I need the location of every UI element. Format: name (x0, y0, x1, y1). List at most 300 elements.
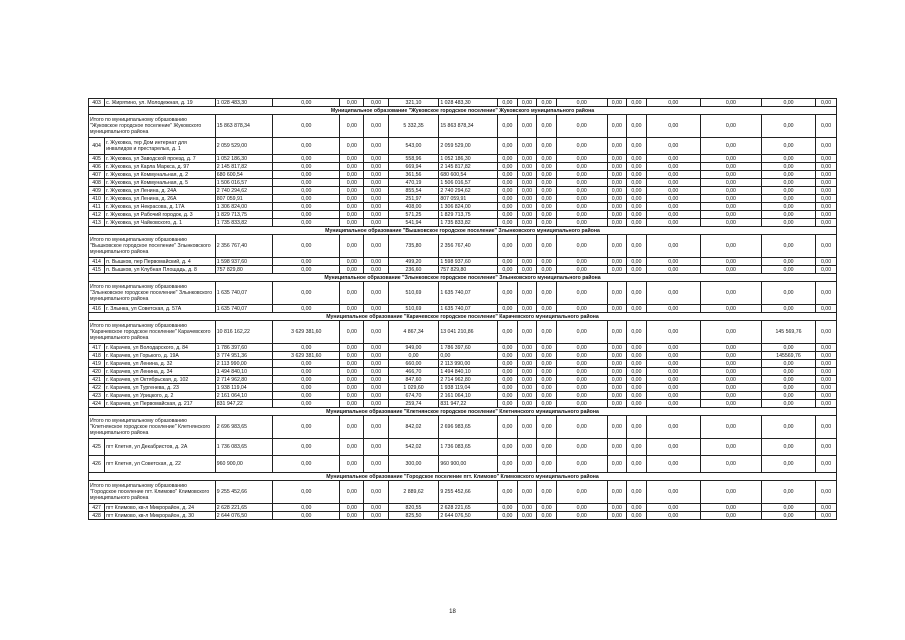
value-cell: 0,00 (340, 439, 364, 456)
section-header-row (89, 227, 837, 235)
value-cell: 0,00 (273, 392, 340, 400)
value-cell: 0,00 (607, 416, 627, 439)
value-cell: 0,00 (556, 504, 607, 512)
value-cell: 0,00 (340, 187, 364, 195)
value-cell: 1 635 740,07 (439, 305, 498, 313)
value-cell: 0,00 (700, 99, 761, 107)
row-number: 413 (89, 219, 105, 227)
value-cell: 0,00 (700, 376, 761, 384)
value-cell: 0,00 (556, 179, 607, 187)
building-address: г. Карачев, ул Горького, д. 19А (105, 352, 216, 360)
value-cell: 236,60 (388, 266, 439, 274)
value-cell: 0,00 (646, 203, 700, 211)
value-cell: 0,00 (607, 138, 627, 155)
building-address: г. Карачев, ул Тургенева, д. 23 (105, 384, 216, 392)
subtotal-row (89, 481, 837, 504)
value-cell: 0,00 (607, 258, 627, 266)
value-cell: 0,00 (340, 115, 364, 138)
value-cell: 0,00 (517, 352, 537, 360)
value-cell: 0,00 (273, 179, 340, 187)
building-address: п. Вышков, пер Первомайский, д. 4 (105, 258, 216, 266)
building-row (89, 195, 837, 203)
value-cell: 0,00 (556, 115, 607, 138)
value-cell: 0,00 (364, 138, 388, 155)
value-cell: 0,00 (498, 219, 518, 227)
value-cell: 0,00 (646, 344, 700, 352)
value-cell: 0,00 (517, 512, 537, 520)
value-cell: 0,00 (816, 416, 837, 439)
value-cell: 0,00 (627, 195, 647, 203)
value-cell: 0,00 (761, 203, 815, 211)
value-cell: 0,00 (816, 171, 837, 179)
value-cell: 0,00 (273, 481, 340, 504)
value-cell: 0,00 (556, 321, 607, 344)
value-cell: 1 598 937,60 (215, 258, 273, 266)
subtotal-label: Итого по муниципальному образованию "Городское поселение пгт. Климово" Климовского муниципального района (89, 481, 216, 504)
value-cell: 0,00 (816, 115, 837, 138)
value-cell: 0,00 (537, 439, 557, 456)
value-cell: 0,00 (537, 219, 557, 227)
value-cell: 0,00 (700, 504, 761, 512)
value-cell: 0,00 (627, 456, 647, 473)
row-number: 423 (89, 392, 105, 400)
value-cell: 0,00 (537, 235, 557, 258)
value-cell: 0,00 (627, 439, 647, 456)
value-cell: 0,00 (537, 155, 557, 163)
value-cell: 0,00 (340, 171, 364, 179)
value-cell: 0,00 (364, 305, 388, 313)
value-cell: 0,00 (537, 187, 557, 195)
value-cell: 1 306 824,00 (215, 203, 273, 211)
value-cell: 5 332,35 (388, 115, 439, 138)
value-cell: 0,00 (700, 171, 761, 179)
row-number: 421 (89, 376, 105, 384)
value-cell: 735,80 (388, 235, 439, 258)
section-header-row (89, 408, 837, 416)
value-cell: 0,00 (607, 400, 627, 408)
value-cell: 1 736 083,65 (439, 439, 498, 456)
building-address: г. Злынка, ул Советская, д. 57А (105, 305, 216, 313)
value-cell: 0,00 (646, 392, 700, 400)
value-cell: 0,00 (340, 235, 364, 258)
value-cell: 1 029,60 (388, 384, 439, 392)
row-number: 403 (89, 99, 105, 107)
value-cell: 1 735 833,82 (439, 219, 498, 227)
value-cell: 0,00 (498, 416, 518, 439)
value-cell: 0,00 (498, 376, 518, 384)
value-cell: 0,00 (761, 266, 815, 274)
value-cell: 2 356 767,40 (215, 235, 273, 258)
value-cell: 0,00 (700, 344, 761, 352)
building-row (89, 258, 837, 266)
value-cell: 2 740 294,62 (439, 187, 498, 195)
row-number: 414 (89, 258, 105, 266)
value-cell: 0,00 (816, 266, 837, 274)
value-cell: 0,00 (273, 163, 340, 171)
row-number: 416 (89, 305, 105, 313)
value-cell: 1 786 397,60 (215, 344, 273, 352)
row-number: 425 (89, 439, 105, 456)
value-cell: 0,00 (537, 512, 557, 520)
value-cell: 0,00 (761, 282, 815, 305)
building-address: г. Карачев, ул Ленина, д. 32 (105, 360, 216, 368)
value-cell: 0,00 (646, 481, 700, 504)
value-cell: 0,00 (498, 195, 518, 203)
value-cell: 0,00 (700, 211, 761, 219)
value-cell: 0,00 (700, 400, 761, 408)
value-cell: 300,00 (388, 456, 439, 473)
value-cell: 0,00 (627, 163, 647, 171)
value-cell: 0,00 (498, 512, 518, 520)
value-cell: 0,00 (816, 99, 837, 107)
row-number: 417 (89, 344, 105, 352)
subtotal-row (89, 115, 837, 138)
building-address: г. Карачев, ул Октябрьская, д. 102 (105, 376, 216, 384)
value-cell: 0,00 (364, 258, 388, 266)
value-cell: 0,00 (537, 376, 557, 384)
value-cell: 0,00 (273, 211, 340, 219)
value-cell: 0,00 (700, 416, 761, 439)
value-cell: 15 863 878,34 (215, 115, 273, 138)
value-cell: 0,00 (517, 99, 537, 107)
value-cell: 1 052 186,30 (215, 155, 273, 163)
value-cell: 0,00 (646, 352, 700, 360)
value-cell: 0,00 (273, 195, 340, 203)
value-cell: 0,00 (517, 187, 537, 195)
building-address: пгт Клетня, ул Декабристов, д. 2А (105, 439, 216, 456)
subtotal-row (89, 416, 837, 439)
value-cell: 0,00 (340, 195, 364, 203)
value-cell: 0,00 (498, 163, 518, 171)
value-cell: 0,00 (627, 352, 647, 360)
building-address: п. Вышков, ул Клубная Площадь, д. 8 (105, 266, 216, 274)
value-cell: 0,00 (517, 171, 537, 179)
value-cell: 1 494 840,10 (439, 368, 498, 376)
value-cell: 2 644 076,50 (439, 512, 498, 520)
section-header-row (89, 313, 837, 321)
value-cell: 0,00 (700, 115, 761, 138)
value-cell: 0,00 (646, 504, 700, 512)
value-cell: 0,00 (556, 171, 607, 179)
value-cell: 0,00 (816, 512, 837, 520)
value-cell: 0,00 (364, 456, 388, 473)
building-address: г. Жуковка, ул Ленина, д. 24А (105, 187, 216, 195)
value-cell: 0,00 (607, 305, 627, 313)
value-cell: 2 161 064,10 (215, 392, 273, 400)
building-address: г. Жуковка, тер Дом интернат для инвалидов и престарелых, д. 1 (105, 138, 216, 155)
value-cell: 2 889,62 (388, 481, 439, 504)
value-cell: 0,00 (556, 439, 607, 456)
value-cell: 0,00 (646, 456, 700, 473)
value-cell: 0,00 (556, 416, 607, 439)
value-cell: 0,00 (556, 384, 607, 392)
value-cell: 0,00 (646, 321, 700, 344)
value-cell: 1 829 713,75 (215, 211, 273, 219)
value-cell: 0,00 (364, 203, 388, 211)
value-cell: 0,00 (364, 187, 388, 195)
value-cell: 0,00 (498, 456, 518, 473)
value-cell: 960 900,00 (215, 456, 273, 473)
value-cell: 0,00 (340, 368, 364, 376)
value-cell: 0,00 (700, 392, 761, 400)
value-cell: 0,00 (627, 115, 647, 138)
value-cell: 0,00 (498, 305, 518, 313)
value-cell: 0,00 (816, 305, 837, 313)
value-cell: 0,00 (273, 344, 340, 352)
value-cell: 2 145 817,82 (215, 163, 273, 171)
value-cell: 0,00 (517, 179, 537, 187)
value-cell: 0,00 (627, 203, 647, 211)
value-cell: 0,00 (816, 344, 837, 352)
value-cell: 0,00 (498, 138, 518, 155)
value-cell: 0,00 (627, 99, 647, 107)
value-cell: 0,00 (364, 99, 388, 107)
value-cell: 0,00 (607, 235, 627, 258)
value-cell: 0,00 (273, 384, 340, 392)
value-cell: 0,00 (627, 211, 647, 219)
value-cell: 0,00 (700, 282, 761, 305)
value-cell: 0,00 (816, 195, 837, 203)
value-cell: 0,00 (340, 481, 364, 504)
value-cell: 0,00 (700, 481, 761, 504)
value-cell: 1 635 740,07 (439, 282, 498, 305)
value-cell: 0,00 (646, 368, 700, 376)
value-cell: 0,00 (761, 305, 815, 313)
value-cell: 1 736 083,65 (215, 439, 273, 456)
document-sheet (88, 98, 837, 520)
building-address: г. Карачев, ул Урицкого, д. 2 (105, 392, 216, 400)
building-row (89, 368, 837, 376)
value-cell: 0,00 (700, 512, 761, 520)
value-cell: 408,00 (388, 203, 439, 211)
row-number: 422 (89, 384, 105, 392)
subtotal-row (89, 235, 837, 258)
value-cell: 2 113 990,00 (439, 360, 498, 368)
value-cell: 0,00 (364, 512, 388, 520)
value-cell: 1 635 740,07 (215, 305, 273, 313)
value-cell: 0,00 (439, 352, 498, 360)
value-cell: 0,00 (340, 163, 364, 171)
row-number: 420 (89, 368, 105, 376)
table-body (89, 99, 837, 520)
value-cell: 0,00 (556, 368, 607, 376)
building-row (89, 219, 837, 227)
value-cell: 680 600,54 (439, 171, 498, 179)
value-cell: 0,00 (556, 163, 607, 171)
value-cell: 0,00 (556, 360, 607, 368)
value-cell: 0,00 (498, 258, 518, 266)
value-cell: 0,00 (498, 187, 518, 195)
value-cell: 0,00 (607, 352, 627, 360)
value-cell: 0,00 (537, 368, 557, 376)
value-cell: 251,97 (388, 195, 439, 203)
value-cell: 1 028 483,30 (215, 99, 273, 107)
value-cell: 0,00 (646, 195, 700, 203)
value-cell: 0,00 (340, 456, 364, 473)
value-cell: 0,00 (517, 368, 537, 376)
building-address: пгт Климово, кв-л Микрорайон, д. 30 (105, 512, 216, 520)
building-row (89, 400, 837, 408)
value-cell: 2 059 529,00 (215, 138, 273, 155)
value-cell: 259,74 (388, 400, 439, 408)
value-cell: 0,00 (607, 179, 627, 187)
value-cell: 0,00 (556, 392, 607, 400)
subtotal-row (89, 321, 837, 344)
value-cell: 0,00 (537, 400, 557, 408)
value-cell: 0,00 (700, 219, 761, 227)
building-address: г. Жуковка, ул Ленина, д. 26А (105, 195, 216, 203)
subtotal-label: Итого по муниципальному образованию "Вышковское городское поселение" Злынковского муниципального района (89, 235, 216, 258)
value-cell: 0,00 (607, 384, 627, 392)
building-address: г. Жуковка, ул Некрасова, д. 17А (105, 203, 216, 211)
value-cell: 0,00 (627, 321, 647, 344)
value-cell: 0,00 (517, 258, 537, 266)
value-cell: 321,10 (388, 99, 439, 107)
value-cell: 0,00 (273, 439, 340, 456)
value-cell: 1 028 483,30 (439, 99, 498, 107)
value-cell: 0,00 (537, 195, 557, 203)
value-cell: 0,00 (537, 282, 557, 305)
value-cell: 0,00 (646, 266, 700, 274)
value-cell: 0,00 (816, 360, 837, 368)
value-cell: 0,00 (761, 416, 815, 439)
value-cell: 0,00 (646, 115, 700, 138)
value-cell: 0,00 (273, 400, 340, 408)
value-cell: 0,00 (761, 456, 815, 473)
value-cell: 0,00 (498, 368, 518, 376)
value-cell: 0,00 (816, 456, 837, 473)
value-cell: 0,00 (364, 504, 388, 512)
value-cell: 0,00 (646, 187, 700, 195)
value-cell: 0,00 (537, 352, 557, 360)
value-cell: 2 714 962,80 (439, 376, 498, 384)
value-cell: 0,00 (816, 282, 837, 305)
value-cell: 0,00 (273, 266, 340, 274)
value-cell: 0,00 (273, 376, 340, 384)
building-address: г. Жуковка, ул Рабочий городок, д. 3 (105, 211, 216, 219)
value-cell: 0,00 (340, 360, 364, 368)
value-cell: 0,00 (646, 99, 700, 107)
value-cell: 2 696 983,65 (215, 416, 273, 439)
value-cell: 571,25 (388, 211, 439, 219)
value-cell: 807 059,91 (215, 195, 273, 203)
value-cell: 0,00 (537, 258, 557, 266)
row-number: 426 (89, 456, 105, 473)
value-cell: 0,00 (607, 456, 627, 473)
value-cell: 0,00 (607, 344, 627, 352)
row-number: 418 (89, 352, 105, 360)
value-cell: 0,00 (627, 179, 647, 187)
value-cell: 0,00 (761, 504, 815, 512)
value-cell: 0,00 (700, 360, 761, 368)
value-cell: 0,00 (627, 138, 647, 155)
value-cell: 0,00 (646, 282, 700, 305)
value-cell: 0,00 (816, 187, 837, 195)
row-number: 406 (89, 163, 105, 171)
value-cell: 0,00 (517, 376, 537, 384)
value-cell: 0,00 (761, 187, 815, 195)
value-cell: 0,00 (816, 321, 837, 344)
row-number: 404 (89, 138, 105, 155)
value-cell: 0,00 (607, 439, 627, 456)
value-cell: 2 145 817,82 (439, 163, 498, 171)
value-cell: 0,00 (607, 360, 627, 368)
value-cell: 0,00 (364, 360, 388, 368)
value-cell: 0,00 (627, 344, 647, 352)
value-cell: 2 644 076,50 (215, 512, 273, 520)
value-cell: 0,00 (537, 305, 557, 313)
value-cell: 0,00 (273, 512, 340, 520)
value-cell: 0,00 (517, 211, 537, 219)
value-cell: 0,00 (517, 360, 537, 368)
value-cell: 0,00 (364, 266, 388, 274)
section-title: Муниципальное образование "Клетнянское городское поселение" Клетнянского муниципального района (89, 408, 837, 416)
value-cell: 0,00 (816, 392, 837, 400)
value-cell: 0,00 (364, 195, 388, 203)
value-cell: 0,00 (556, 456, 607, 473)
value-cell: 757 829,80 (215, 266, 273, 274)
value-cell: 0,00 (761, 235, 815, 258)
value-cell: 0,00 (364, 352, 388, 360)
value-cell: 0,00 (537, 99, 557, 107)
value-cell: 0,00 (364, 219, 388, 227)
value-cell: 0,00 (816, 203, 837, 211)
value-cell: 0,00 (556, 99, 607, 107)
value-cell: 0,00 (498, 352, 518, 360)
value-cell: 1 938 119,04 (439, 384, 498, 392)
value-cell: 0,00 (364, 163, 388, 171)
value-cell: 0,00 (273, 219, 340, 227)
building-address: г. Карачев, ул Первомайская, д. 217 (105, 400, 216, 408)
value-cell: 0,00 (761, 138, 815, 155)
value-cell: 0,00 (556, 481, 607, 504)
building-row (89, 512, 837, 520)
value-cell: 0,00 (340, 392, 364, 400)
value-cell: 0,00 (627, 258, 647, 266)
value-cell: 0,00 (646, 360, 700, 368)
value-cell: 541,94 (388, 219, 439, 227)
value-cell: 0,00 (556, 400, 607, 408)
value-cell: 0,00 (761, 115, 815, 138)
value-cell: 831 947,22 (439, 400, 498, 408)
building-row (89, 138, 837, 155)
building-row (89, 266, 837, 274)
value-cell: 470,19 (388, 179, 439, 187)
value-cell: 0,00 (646, 512, 700, 520)
value-cell: 0,00 (556, 155, 607, 163)
value-cell: 0,00 (273, 456, 340, 473)
row-number: 415 (89, 266, 105, 274)
value-cell: 680 600,54 (215, 171, 273, 179)
value-cell: 0,00 (364, 235, 388, 258)
value-cell: 0,00 (607, 392, 627, 400)
value-cell: 0,00 (364, 282, 388, 305)
value-cell: 0,00 (556, 187, 607, 195)
value-cell: 0,00 (761, 163, 815, 171)
value-cell: 0,00 (364, 115, 388, 138)
value-cell: 0,00 (607, 219, 627, 227)
value-cell: 0,00 (646, 138, 700, 155)
row-number: 407 (89, 171, 105, 179)
value-cell: 361,56 (388, 171, 439, 179)
building-address: г. Жуковка, ул Коммунальная, д. 2 (105, 171, 216, 179)
building-address: пгт Клетня, ул Советская, д. 22 (105, 456, 216, 473)
value-cell: 0,00 (607, 155, 627, 163)
value-cell: 0,00 (537, 179, 557, 187)
value-cell: 0,00 (700, 321, 761, 344)
value-cell: 855,54 (388, 187, 439, 195)
value-cell: 0,00 (498, 171, 518, 179)
